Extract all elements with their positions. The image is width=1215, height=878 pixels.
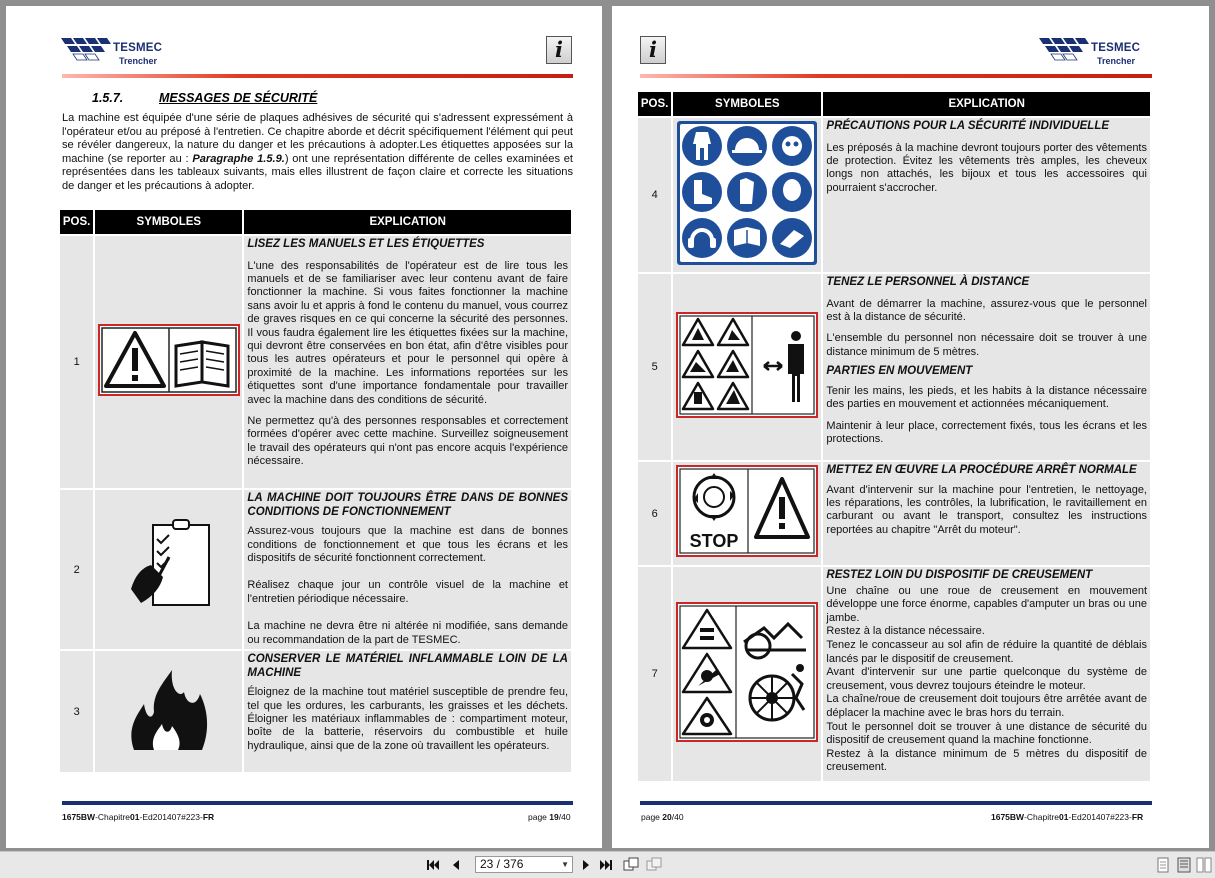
page-indicator: 23 / 376: [480, 857, 524, 871]
row-pos: 6: [638, 462, 671, 565]
row-paragraph: Restez à la distance nécessaire.: [826, 625, 985, 638]
footer-doc-id: [62, 812, 214, 822]
row-paragraph: Assurez-vous toujours que la machine est dans de bonnes conditions de fonctionnement et que tous les écrans et les dispositifs de sécurité fonctionnent correctement.: [247, 525, 568, 564]
intro-paragraph: [62, 112, 573, 194]
row-pos: 2: [60, 490, 93, 649]
row-paragraph: L'une des responsabilités de l'opérateur est de lire tous les manuels et de se familiariser avec leur contenu avant de faire fonctionner la machine. Si vous faites fonctionner la machine sans avoir lu et appris à fond le contenu du manuel, vous courrez de graves risques en ce qui concerne la sécurité des personnes. Il vous faudra également lire les étiquettes fixées sur la machine, qui devront être conservées en bon état, afin d'être visibles pour tous les autres opérateurs et pour le personnel qui opère à proximité de la machine. Les informations reportées sur les étiquettes sont d'une importance fondamentale pour travailler avec la machine dans des conditions de sécurité.: [247, 259, 568, 406]
row-subheading: PARTIES EN MOUVEMENT: [826, 365, 973, 378]
tesmec-logo: [61, 36, 176, 76]
safety-table-left: [58, 208, 573, 774]
row-explanation: [244, 651, 571, 772]
footer-doc-id: [991, 812, 1143, 822]
doc-edition: -Ed201407#223-: [1068, 812, 1132, 822]
row-explanation: [244, 236, 571, 488]
row-paragraph: L'ensemble du personnel non nécessaire doit se trouver à une distance minimum de 5 mètres.: [826, 332, 1147, 358]
last-page-icon[interactable]: [598, 857, 614, 873]
row-heading: TENEZ LE PERSONNEL À DISTANCE: [826, 276, 1030, 288]
table-row: [638, 462, 1150, 565]
row-paragraph: Avant d'intervenir sur une partie quelconque du système de creusement, vous devrez toujours éteindre le moteur.: [826, 666, 1147, 692]
row-paragraph: Les préposés à la machine devront toujours porter des vêtements de protection. Évitez les vêtements très amples, les cheveux longs non attachés, les bijoux et tous les accessoires qui pourraient s'accrocher.: [826, 141, 1147, 194]
footer-page-number: [641, 812, 684, 822]
table-row: [60, 651, 571, 772]
row-heading: LA MACHINE DOIT TOUJOURS ÊTRE DANS DE BONNES CONDITIONS DE FONCTIONNEMENT: [247, 492, 568, 518]
table-row: [638, 274, 1150, 460]
doc-chapter-num: 01: [130, 812, 140, 822]
logo-brand-sub: Trencher: [119, 56, 158, 66]
row-paragraph: Ne permettez qu'à des personnes responsables et correctement formées d'opérer avec cette machine. Surveillez soigneusement le travail des opérateurs qui n'ont pas encore acquis l'expérience nécessaire.: [247, 415, 568, 468]
row-paragraph: Éloignez de la machine tout matériel susceptible de prendre feu, tel que les ordures, les carburants, les graisses et les déchets. Éloigner les matériaux inflammables de : compartiment moteur, boîte de la batterie, réservoirs du combustible et huile hydraulique, ainsi que de la zone où travaillent les opérateurs.: [247, 686, 568, 752]
row-paragraph: Tenir les mains, les pieds, et les habits à la distance nécessaire des parties en mouvement et actionnées mécaniquement.: [826, 384, 1147, 411]
row-paragraph: Restez à la distance minimum de 5 mètres du dispositif de creusement.: [826, 747, 1147, 774]
row-pos: 5: [638, 274, 671, 460]
tesmec-logo-mark-icon: [61, 36, 113, 64]
row-symbol: [673, 118, 821, 272]
col-explanation: EXPLICATION: [823, 92, 1150, 116]
row-symbol: [673, 462, 821, 565]
row-heading: CONSERVER LE MATÉRIEL INFLAMMABLE LOIN DE LA MACHINE: [247, 653, 568, 679]
row-paragraph: La chaîne/roue de creusement doit toujours être arrêtée avant de déplacer la machine avec le bras hors du terrain.: [826, 693, 1147, 719]
row-paragraph: Avant de démarrer la machine, assurez-vous que le personnel est à la distance de sécurité.: [826, 297, 1147, 323]
page-number-select[interactable]: [475, 856, 573, 873]
row-pos: 7: [638, 567, 671, 781]
doc-lang: FR: [1131, 812, 1144, 822]
row-pos: 4: [638, 118, 671, 272]
row-symbol: [673, 567, 821, 781]
intro-text-b: ) ont une représentation différente de celles examinées et représentées dans les tableaux suivants, mais elles illustrent de façon claire et correcte les situations de danger et les précautions à adopter.: [62, 152, 573, 192]
row-symbol: [95, 651, 242, 772]
fit-width-icon[interactable]: [623, 857, 639, 873]
prev-page-icon[interactable]: [448, 857, 464, 873]
viewer-toolbar: [0, 851, 1215, 878]
logo-brand-name: TESMEC: [1091, 42, 1141, 54]
section-heading: [92, 91, 318, 105]
header-rule: [640, 74, 1152, 78]
flame-icon: [124, 664, 214, 754]
first-page-icon[interactable]: [425, 857, 441, 873]
row-paragraph: Tenez le concasseur au sol afin de réduire la quantité de déblais lancés par le dispositif de creusement.: [826, 638, 1147, 665]
row-explanation: [823, 274, 1150, 460]
col-explanation: EXPLICATION: [244, 210, 571, 234]
doc-edition: -Ed201407#223-: [139, 812, 203, 822]
row-paragraph: Réalisez chaque jour un contrôle visuel de la machine et l'entretien périodique nécessaire.: [247, 579, 568, 605]
logo-brand-name: TESMEC: [113, 42, 163, 54]
row-paragraph: La machine ne devra être ni altérée ni modifiée, sans demande ou recommandation de la part de TESMEC.: [247, 620, 568, 646]
page-label: page: [528, 812, 550, 822]
read-manual-sign-icon: [98, 324, 240, 396]
col-symbols: SYMBOLES: [95, 210, 242, 234]
row-heading: METTEZ EN ŒUVRE LA PROCÉDURE ARRÊT NORMALE: [826, 464, 1137, 476]
row-explanation: [823, 462, 1150, 565]
tesmec-logo: [1039, 36, 1154, 76]
row-pos: 3: [60, 651, 93, 772]
row-paragraph: Tout le personnel doit se trouver à une distance de sécurité du dispositif de creusement quand la machine fonctionne.: [826, 720, 1147, 747]
section-title: MESSAGES DE SÉCURITÉ: [159, 91, 318, 105]
checklist-clipboard-icon: [123, 517, 215, 617]
footer-rule: [640, 801, 1152, 805]
footer-rule: [62, 801, 573, 805]
row-heading: LISEZ LES MANUELS ET LES ÉTIQUETTES: [247, 238, 485, 250]
row-heading: PRÉCAUTIONS POUR LA SÉCURITÉ INDIVIDUELLE: [826, 120, 1110, 132]
page-total: /40: [558, 812, 571, 822]
row-paragraph: Une chaîne ou une roue de creusement en mouvement développe une force énorme, capables d'amputer un bras ou une jambe.: [826, 584, 1147, 624]
fit-page-icon[interactable]: [646, 857, 662, 873]
digging-device-danger-sign-icon: [676, 602, 818, 742]
footer-page-number: [528, 812, 571, 822]
table-row: [638, 118, 1150, 272]
safety-table-right: [636, 90, 1152, 783]
col-pos: POS.: [638, 92, 671, 116]
next-page-icon[interactable]: [578, 857, 594, 873]
col-pos: POS.: [60, 210, 93, 234]
info-icon: i: [546, 36, 572, 64]
doc-chapter-label: -Chapitre: [95, 812, 131, 822]
doc-chapter-num: 01: [1059, 812, 1069, 822]
header-rule: [62, 74, 573, 78]
tesmec-logo-mark-icon: [1039, 36, 1091, 64]
row-symbol: [95, 236, 242, 488]
row-paragraph: Maintenir à leur place, correctement fixés, tous les écrans et les protections.: [826, 419, 1147, 446]
doc-chapter-label: -Chapitre: [1024, 812, 1060, 822]
table-header: [638, 92, 1150, 116]
chevron-down-icon: ▼: [561, 860, 569, 869]
row-paragraph: Avant d'intervenir sur la machine pour l'entretien, le nettoyage, les réparations, les contrôles, la lubrification, le ravitaillement en carburant ou avant le transport, consultez les instructions reportées au chapitre "Arrêt du moteur".: [826, 483, 1147, 536]
keep-distance-moving-parts-sign-icon: [676, 312, 818, 418]
doc-code: 1675BW: [62, 812, 96, 822]
intro-paragraph-ref: Paragraphe 1.5.9.: [192, 152, 285, 165]
table-row: [60, 490, 571, 649]
row-explanation: [244, 490, 571, 649]
row-symbol: [673, 274, 821, 460]
page-current: 20: [662, 812, 672, 822]
row-symbol: [95, 490, 242, 649]
table-row: [638, 567, 1150, 781]
page-label: page: [641, 812, 663, 822]
table-row: [60, 236, 571, 488]
continuous-icon[interactable]: [1196, 857, 1212, 873]
ppe-signs-icon: [676, 120, 818, 266]
page-current: 19: [549, 812, 559, 822]
doc-code: 1675BW: [991, 812, 1025, 822]
col-symbols: SYMBOLES: [673, 92, 821, 116]
row-explanation: [823, 118, 1150, 272]
section-number: 1.5.7.: [92, 91, 124, 105]
logo-brand-sub: Trencher: [1097, 56, 1136, 66]
page-total: /40: [671, 812, 684, 822]
info-icon: i: [640, 36, 666, 64]
right-page: [612, 6, 1209, 848]
stop-procedure-sign-icon: [676, 465, 818, 557]
doc-lang: FR: [202, 812, 215, 822]
stop-label: STOP: [689, 531, 739, 551]
table-header: [60, 210, 571, 234]
intro-text-a: La machine est équipée d'une série de plaques adhésives de sécurité qui s'adressent expressément à l'opérateur et/ou au préposé à l'entretien. Ce chapitre aborde et décrit spécifiquement l'élément qui peut se révéler dangereux, la nature du danger et les précautions à adopter.Les étiquettes apposées sur la machine (se reporter au :: [62, 112, 573, 165]
row-pos: 1: [60, 236, 93, 488]
row-heading: RESTEZ LOIN DU DISPOSITIF DE CREUSEMENT: [826, 569, 1093, 581]
left-page: [6, 6, 602, 848]
two-page-icon[interactable]: [1176, 857, 1192, 873]
row-explanation: [823, 567, 1150, 781]
single-page-icon[interactable]: [1155, 857, 1171, 873]
